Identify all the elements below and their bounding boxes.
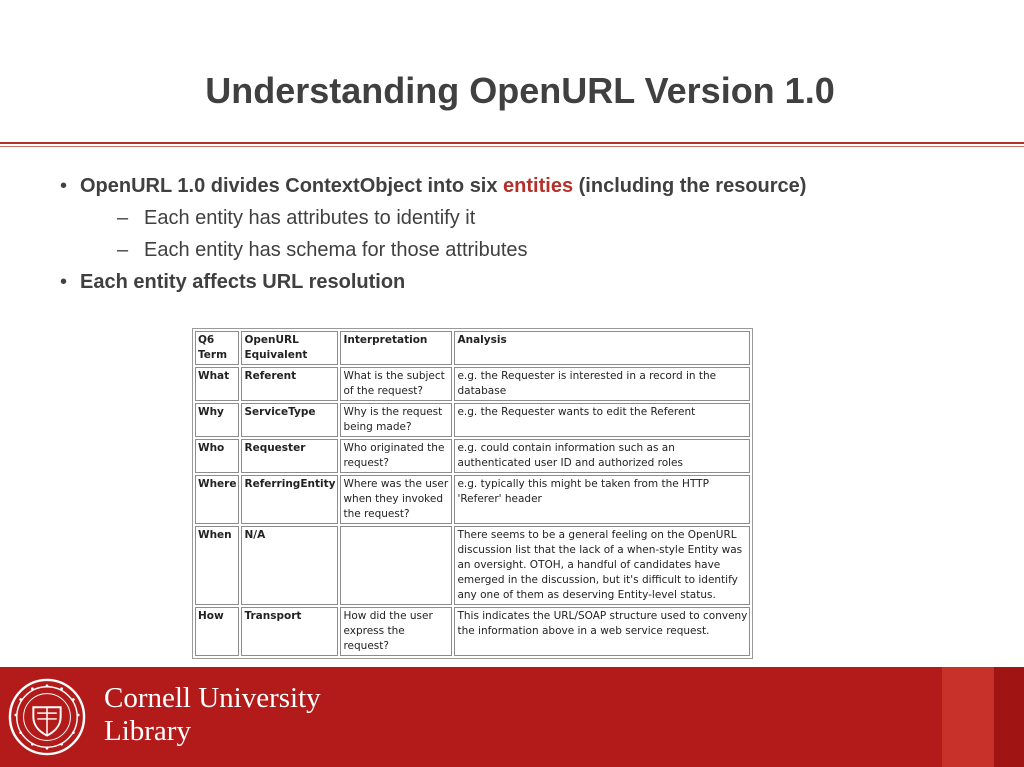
term-cell: How [195, 607, 239, 656]
bullet-icon: • [60, 271, 68, 293]
header-line: Equivalent [244, 349, 308, 361]
analysis-cell: e.g. the Requester is interested in a record in the database [454, 367, 750, 401]
bullet-item [60, 268, 1010, 296]
equivalent-cell: Requester [241, 439, 338, 473]
term-cell: Where [195, 475, 239, 524]
header-line: Q6 [198, 334, 215, 346]
dash-icon: – [117, 207, 129, 229]
bullet-text: Each entity affects URL resolution [80, 271, 406, 293]
equivalent-cell: Referent [241, 367, 338, 401]
bullet-text: OpenURL 1.0 divides ContextObject into six [80, 175, 504, 197]
q6-table [193, 329, 752, 658]
table-header-row [195, 331, 750, 365]
sub-bullet-item [60, 204, 1010, 232]
slide-title: Understanding OpenURL Version 1.0 [205, 70, 835, 111]
table-row [195, 403, 750, 437]
interpretation-cell: Who originated the request? [340, 439, 452, 473]
sub-bullet-text: Each entity has attributes to identify it [144, 207, 476, 229]
equivalent-cell: ServiceType [241, 403, 338, 437]
sub-bullet-text: Each entity has schema for those attributes [144, 239, 528, 261]
analysis-cell: e.g. typically this might be taken from the HTTP 'Referer' header [454, 475, 750, 524]
footer-accent-band [942, 667, 994, 767]
interpretation-cell: What is the subject of the request? [340, 367, 452, 401]
header-cell [195, 331, 239, 365]
analysis-cell: e.g. could contain information such as an authenticated user ID and authorized roles [454, 439, 750, 473]
dash-icon: – [117, 239, 129, 261]
table-row [195, 439, 750, 473]
bullet-text-suffix: (including the resource) [573, 175, 807, 197]
equivalent-cell: ReferringEntity [241, 475, 338, 524]
bullet-icon: • [60, 175, 68, 197]
header-cell [454, 331, 750, 365]
header-line: Analysis [457, 334, 507, 346]
brand-line: Library [104, 715, 191, 747]
table-row [195, 367, 750, 401]
bullet-highlight: entities [503, 175, 574, 197]
header-cell [241, 331, 338, 365]
brand-line: Cornell University [104, 682, 321, 714]
analysis-cell: e.g. the Requester wants to edit the Referent [454, 403, 750, 437]
table-row [195, 526, 750, 605]
equivalent-cell: N/A [241, 526, 338, 605]
header-line: Interpretation [343, 334, 428, 346]
bullet-list [60, 172, 1010, 296]
header-line: OpenURL [244, 334, 299, 346]
term-cell: Why [195, 403, 239, 437]
header-line: Term [198, 349, 228, 361]
sub-bullet-item [60, 236, 1010, 264]
term-cell: When [195, 526, 239, 605]
analysis-cell: This indicates the URL/SOAP structure used to conveny the information above in a web service request. [454, 607, 750, 656]
term-cell: What [195, 367, 239, 401]
interpretation-cell: Why is the request being made? [340, 403, 452, 437]
bullet-item [60, 172, 1010, 200]
interpretation-cell [340, 526, 452, 605]
footer-bar [0, 667, 1024, 767]
title-divider [0, 142, 1024, 144]
table-row [195, 607, 750, 656]
q6-table-frame [192, 328, 753, 659]
interpretation-cell: Where was the user when they invoked the request? [340, 475, 452, 524]
title-divider-thin [0, 146, 1024, 147]
equivalent-cell: Transport [241, 607, 338, 656]
interpretation-cell: How did the user express the request? [340, 607, 452, 656]
cornell-library-wordmark [104, 682, 321, 748]
footer-accent-band [994, 667, 1024, 767]
table-row [195, 475, 750, 524]
term-cell: Who [195, 439, 239, 473]
cornell-seal-icon [8, 678, 86, 756]
analysis-cell: There seems to be a general feeling on the OpenURL discussion list that the lack of a when-style Entity was an oversight. OTOH, a handful of candidates have emerged in the discussion, but it's difficult to identify any one of them as deserving Entity-level status. [454, 526, 750, 605]
header-cell [340, 331, 452, 365]
